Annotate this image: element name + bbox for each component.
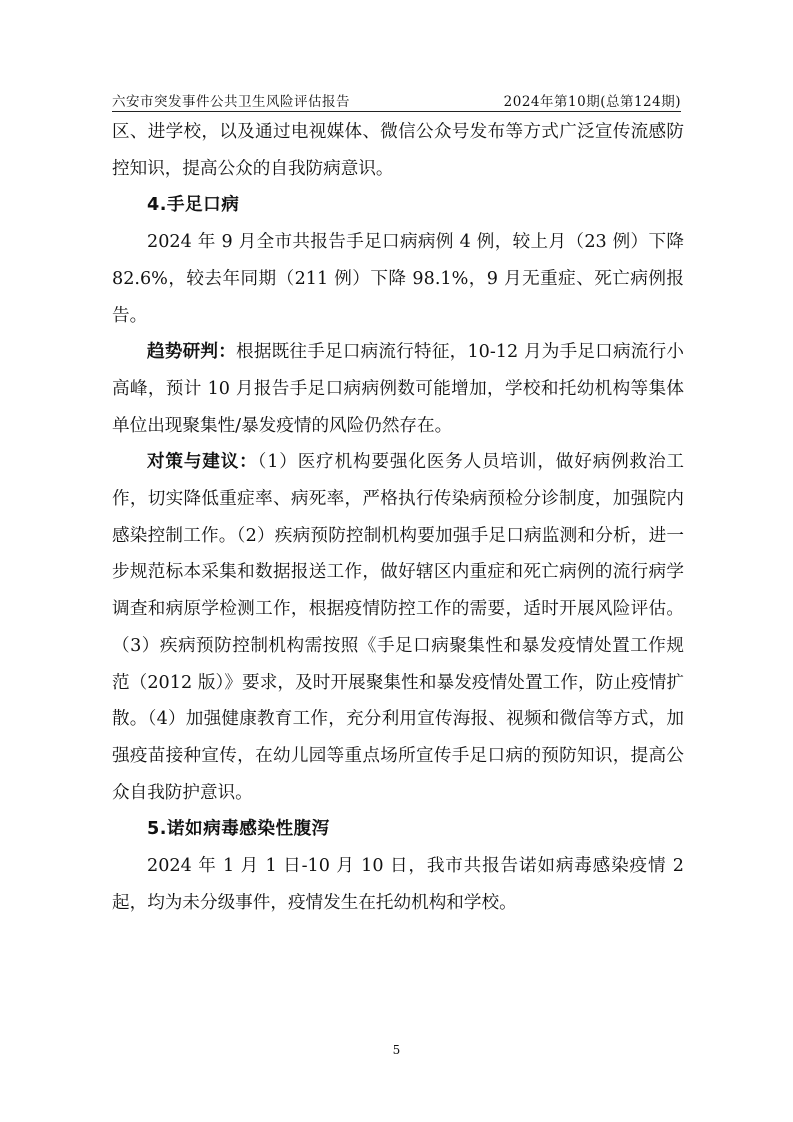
header-issue-number: 2024年第10期(总第124期) [503, 94, 681, 110]
header-report-title: 六安市突发事件公共卫生风险评估报告 [112, 94, 350, 110]
paragraph-countermeasures [112, 444, 684, 811]
paragraph-trend-assessment [112, 334, 684, 444]
section-heading-norovirus: 5.诺如病毒感染性腹泻 [147, 819, 330, 840]
header-divider [112, 111, 681, 112]
trend-text: 根据既往手足口病流行特征，10-12 月为手足口病流行小高峰，预计 10 月报告手足口病病例数可能增加，学校和托幼机构等集体单位出现聚集性/暴发疫情的风险仍然存在。 [112, 342, 684, 436]
running-header [112, 90, 681, 110]
page-body [112, 114, 684, 921]
section-heading-hfmd: 4.手足口病 [147, 195, 240, 216]
paragraph-continued: 区、进学校，以及通过电视媒体、微信公众号发布等方式广泛宣传流感防控知识，提高公众的自我防病意识。 [112, 122, 684, 179]
paragraph-norovirus-statistics: 2024 年 1 月 1 日-10 月 10 日，我市共报告诺如病毒感染疫情 2 起，均为未分级事件，疫情发生在托幼机构和学校。 [112, 856, 684, 913]
advice-text: （1）医疗机构要强化医务人员培训，做好病例救治工作，切实降低重症率、病死率，严格执行传染病预检分诊制度，加强院内感染控制工作。（2）疾病预防控制机构要加强手足口病监测和分析，进一步规范标本采集和数据报送工作，做好辖区内重症和死亡病例的流行病学调查和病原学检测工作，根据疫情防控工作的需要，适时开展风险评估。（3）疾病预防控制机构需按照《手足口病聚集性和暴发疫情处置工作规范（2012 版）》要求，及时开展聚集性和暴发疫情处置工作，防止疫情扩散。（4）加强健康教育工作，充分利用宣传海报、视频和微信等方式，加强疫苗接种宣传，在幼儿园等重点场所宣传手足口病的预防知识，提高公众自我防护意识。 [112, 452, 684, 803]
trend-label: 趋势研判： [147, 342, 237, 363]
paragraph-hfmd-statistics: 2024 年 9 月全市共报告手足口病病例 4 例，较上月（23 例）下降 82.6%，较去年同期（211 例）下降 98.1%，9 月无重症、死亡病例报告。 [112, 232, 684, 326]
page-number: 5 [392, 1043, 401, 1057]
advice-label: 对策与建议： [147, 452, 258, 473]
